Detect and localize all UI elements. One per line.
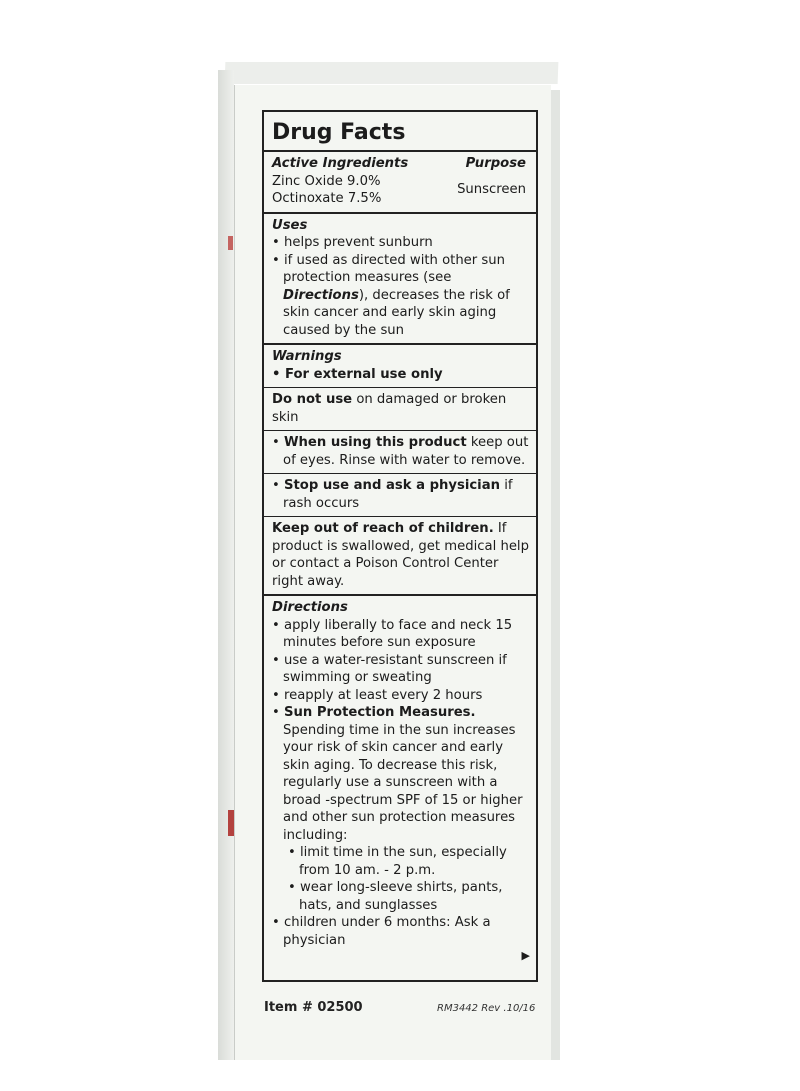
- uses-section: [264, 214, 536, 346]
- list-item: • children under 6 months: Ask a physician: [272, 915, 491, 948]
- when-using-warning: • When using this product keep out of eyes. Rinse with water to remove.: [264, 431, 536, 474]
- red-print-accent-top: [228, 236, 233, 250]
- red-print-accent: [228, 810, 234, 836]
- directions-heading: Directions: [272, 600, 348, 615]
- stop-use-warning: • Stop use and ask a physician if rash occurs: [264, 474, 536, 517]
- purpose-value: Sunscreen: [457, 182, 526, 198]
- purpose-heading: Purpose: [465, 156, 526, 171]
- box-left-edge: [218, 70, 234, 1060]
- list-item: • apply liberally to face and neck 15 minutes before sun exposure: [272, 617, 513, 650]
- active-ingredients-heading: Active Ingredients: [272, 156, 409, 171]
- list-item: • use a water-resistant sunscreen if swimming or sweating: [272, 652, 507, 685]
- uses-heading: Uses: [272, 217, 308, 233]
- ingredient-zinc-oxide: Zinc Oxide 9.0%: [272, 173, 381, 189]
- active-ingredients-section: [264, 152, 536, 214]
- ingredient-octinoxate: Octinoxate 7.5%: [272, 191, 382, 206]
- revision-code: RM3442 Rev .10/16: [437, 1003, 536, 1014]
- warnings-heading: Warnings: [272, 349, 342, 364]
- sun-protection-measures: • Sun Protection Measures. Spending time in the sun increases your risk of skin cancer and early skin aging. To decrease this risk, regularly use a sunscreen with a broad -spectrum SPF of 15 or higher and other sun protection measures including:: [272, 705, 523, 843]
- item-number: Item # 02500: [264, 1000, 363, 1015]
- keep-out-of-reach-warning: Keep out of reach of children. If product is swallowed, get medical help or contact a Poison Control Center right away.: [264, 517, 536, 596]
- list-item: • reapply at least every 2 hours: [272, 687, 483, 703]
- warnings-section: [264, 345, 536, 388]
- do-not-use-warning: Do not use on damaged or broken skin: [264, 388, 536, 431]
- directions-section: [264, 596, 536, 953]
- box-top-flap: [225, 62, 559, 84]
- drug-facts-box: [262, 110, 538, 982]
- list-item: • if used as directed with other sun protection measures (see Directions), decreases the risk of skin cancer and early skin aging caused by the sun: [272, 252, 510, 338]
- list-item: • limit time in the sun, especially from 10 am. - 2 p.m.: [288, 845, 507, 878]
- external-use-warning: • For external use only: [272, 366, 443, 382]
- continue-arrow-icon: ▶: [521, 948, 530, 962]
- list-item: • wear long-sleeve shirts, pants, hats, and sunglasses: [288, 880, 503, 913]
- drug-facts-title: Drug Facts: [264, 112, 536, 152]
- list-item: • helps prevent sunburn: [272, 235, 433, 250]
